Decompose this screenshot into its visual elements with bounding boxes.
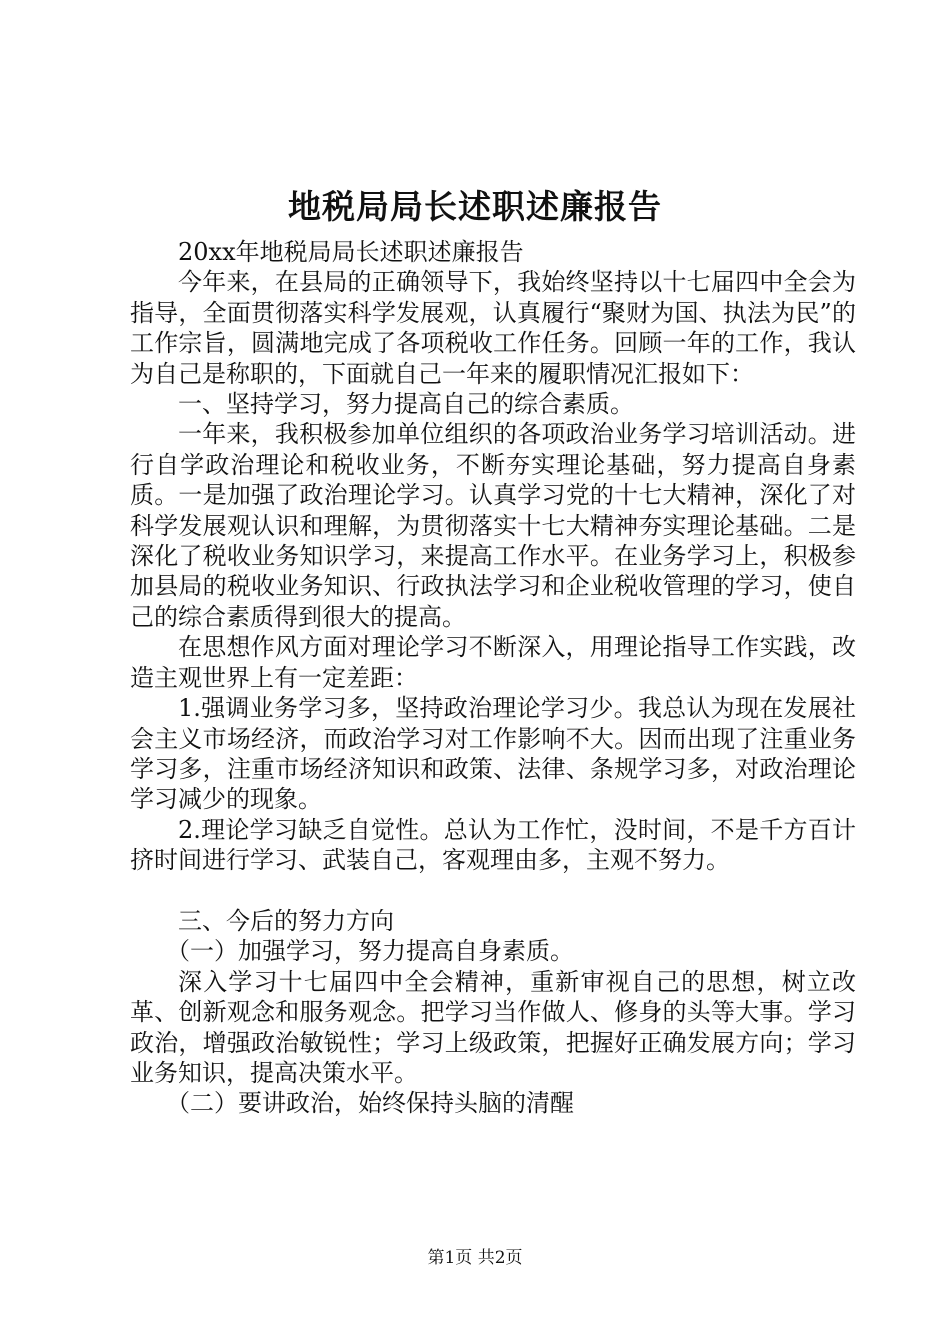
paragraph-shortcomings: 在思想作风方面对理论学习不断深入，用理论指导工作实践，改造主观世界上有一定差距： bbox=[130, 633, 856, 692]
heading-subsection-2: （二）要讲政治，始终保持头脑的清醒 bbox=[166, 1089, 574, 1118]
paragraph-future-study: 深入学习十七届四中全会精神，重新审视自己的思想，树立改革、创新观念和服务观念。把学习当作做人、修身的头等大事。学习政治，增强政治敏锐性；学习上级政策，把握好正确发展方向；学习业务知识，提高决策水平。 bbox=[130, 967, 856, 1087]
heading-section-1: 一、坚持学习，努力提高自己的综合素质。 bbox=[178, 390, 634, 419]
paragraph-study: 一年来，我积极参加单位组织的各项政治业务学习培训活动。进行自学政治理论和税收业务，不断夯实理论基础，努力提高自身素质。一是加强了政治理论学习。认真学习党的十七大精神，深化了对科学发展观认识和理解，为贯彻落实十七大精神夯实理论基础。二是深化了税收业务知识学习，来提高工作水平。在业务学习上，积极参加县局的税收业务知识、行政执法学习和企业税收管理的学习，使自己的综合素质得到很大的提高。 bbox=[130, 420, 856, 631]
document-body bbox=[130, 237, 856, 1119]
blank-line bbox=[130, 876, 856, 906]
paragraph-point-1: 1.强调业务学习多，坚持政治理论学习少。我总认为现在发展社会主义市场经济，而政治学习对工作影响不大。因而出现了注重业务学习多，注重市场经济知识和政策、法律、条规学习多，对政治理论学习减少的现象。 bbox=[130, 694, 856, 814]
heading-section-3: 三、今后的努力方向 bbox=[178, 906, 394, 935]
heading-subsection-1: （一）加强学习，努力提高自身素质。 bbox=[166, 937, 574, 966]
page-footer: 第1页 共2页 bbox=[427, 1248, 523, 1268]
paragraph-intro: 今年来，在县局的正确领导下，我始终坚持以十七届四中全会为指导，全面贯彻落实科学发展观，认真履行“聚财为国、执法为民”的工作宗旨，圆满地完成了各项税收工作任务。回顾一年的工作，我认为自己是称职的，下面就自己一年来的履职情况汇报如下： bbox=[130, 268, 856, 388]
paragraph-subtitle: 20xx年地税局局长述职述廉报告 bbox=[178, 238, 524, 266]
document-title: 地税局局长述职述廉报告 bbox=[288, 187, 662, 226]
paragraph-point-2: 2.理论学习缺乏自觉性。总认为工作忙，没时间，不是千方百计挤时间进行学习、武装自己，客观理由多，主观不努力。 bbox=[130, 815, 856, 875]
